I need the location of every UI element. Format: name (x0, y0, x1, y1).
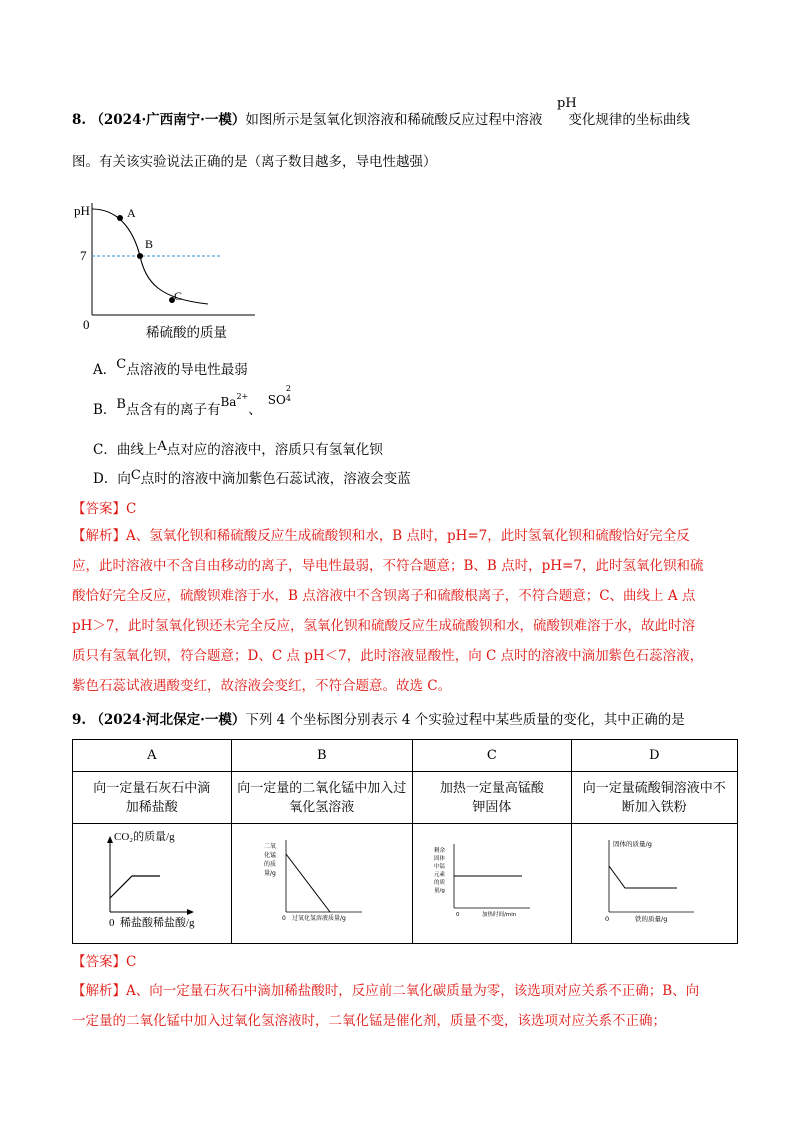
q9-stem-text: 下列 4 个坐标图分别表示 4 个实验过程中某些质量的变化，其中正确的是 (245, 712, 685, 728)
q8-seven-label: 7 (80, 248, 87, 263)
q8-stem-line1 (72, 110, 690, 130)
q8-option-c-text: 点对应的溶液中，溶质只有氢氧化钡 (166, 442, 383, 458)
q9-header-c: C (413, 740, 572, 772)
q8-stem-ph: pH (557, 96, 577, 111)
q9-source: （2024·河北保定·一模） (90, 712, 246, 728)
q9-graph-c-y-label-6: 量/g (433, 887, 445, 894)
q8-option-a (93, 358, 248, 378)
q8-number: 8. (72, 112, 87, 128)
q9-graph-b-cell (231, 824, 413, 944)
q9-graph-a (82, 826, 222, 936)
q9-graph-row (73, 824, 738, 944)
q9-answer-value: C (126, 954, 137, 970)
q8-stem-line2: 图。有关该实验说法正确的是（离子数目越多，导电性越强） (72, 154, 437, 170)
q8-option-b-ion2-sub: 4 (285, 394, 291, 403)
q8-source: （2024·广西南宁·一模） (90, 112, 246, 128)
q8-option-a-text: 点溶液的导电性最弱 (126, 362, 248, 378)
q9-desc-a (73, 772, 232, 824)
q8-analysis-line-3: 酸恰好完全反应，硫酸钡难溶于水，B 点溶液中不含钡离子和硫酸根离子，不符合题意；C、曲线上 A 点 (72, 588, 696, 604)
q9-graph-c-y-label-4: 元素 (433, 871, 445, 878)
q9-answer-label: 【答案】 (72, 954, 126, 970)
q9-graph-c-cell (413, 824, 572, 944)
q8-answer-value: C (126, 501, 137, 517)
q9-graph-d-y-label: 固体的质量/g (613, 839, 653, 848)
q9-desc-d-line1: 向一定量硫酸铜溶液中不 (582, 780, 726, 796)
q8-point-b-label: B (145, 237, 154, 251)
q8-analysis-line-2: 应，此时溶液中不含自由移动的离子，导电性最弱，不符合题意；B、B 点时，pH=7，此时氢氧化钡和硫 (72, 558, 704, 574)
q8-point-a-marker (117, 215, 123, 221)
q9-stem (72, 710, 685, 730)
q8-option-d-prefix: D．向 (93, 471, 131, 487)
q9-graph-c-x-label: 加热时间/min (481, 911, 517, 918)
q8-option-b-ion2-charge: 2 (285, 384, 291, 393)
q9-graph-b-line (286, 854, 330, 912)
q8-analysis-line-5: 质只有氢氧化钡，符合题意；D、C 点 pH＜7，此时溶液显酸性，向 C 点时的溶液中滴加紫色石蕊溶液， (72, 648, 704, 664)
q9-header-a: A (73, 740, 232, 772)
q8-analysis-label: 【解析】 (72, 528, 126, 544)
q9-desc-a-line1: 向一定量石灰石中滴 (93, 780, 211, 796)
q8-analysis-line-4: pH＞7，此时氢氧化钡还未完全反应，氢氧化钡和硫酸反应生成硫酸钡和水，硫酸钡难溶于水，故此时溶 (72, 618, 696, 634)
q9-graph-b-origin: 0 (281, 914, 286, 922)
q9-graph-c-y-label-3: 中锰 (433, 863, 445, 870)
q8-point-c-label: C (174, 289, 183, 303)
q9-header-d: D (571, 740, 737, 772)
q9-desc-d-line2: 断加入铁粉 (621, 799, 687, 815)
q9-header-b: B (231, 740, 413, 772)
q9-desc-c-line1: 加热一定量高锰酸 (439, 780, 544, 796)
q9-number: 9. (72, 712, 87, 728)
q9-analysis-line-1: A、向一定量石灰石中滴加稀盐酸时，反应前二氧化碳质量为零，该选项对应关系不正确；B、向 (126, 983, 700, 999)
q8-option-b-ion1-charge: 2+ (236, 391, 249, 401)
q9-graph-d-line (609, 866, 677, 888)
q9-graph-b-y-label-1: 二氧 (263, 842, 276, 850)
q9-graph-b (242, 826, 402, 936)
q8-option-b-letter: B (116, 397, 126, 412)
q9-answer (72, 950, 136, 970)
q8-option-b-sep: 、 (248, 402, 262, 418)
q8-point-b-marker (137, 253, 143, 259)
q9-analysis-label: 【解析】 (72, 983, 126, 999)
q8-point-a-label: A (127, 206, 136, 220)
q9-graph-a-cell (73, 824, 232, 944)
q8-option-d-letter: C (130, 468, 141, 483)
q9-desc-b-line2: 氧化氢溶液 (289, 799, 355, 815)
q8-analysis (72, 521, 742, 701)
q9-graph-c-origin: 0 (455, 911, 460, 918)
q9-graph-c-y-label-2: 固体 (433, 855, 445, 862)
q9-graph-a-line (110, 876, 160, 898)
q8-stem-part2: 变化规律的坐标曲线 (568, 112, 690, 128)
q9-graph-b-y-label-2: 化锰 (263, 851, 276, 859)
q8-option-c (93, 438, 383, 458)
q9-graph-d (579, 826, 729, 936)
q8-stem-part1: 如图所示是氢氧化钡溶液和稀硫酸反应过程中溶液 (245, 112, 543, 128)
q9-graph-c-y-label-1: 剩余 (433, 847, 445, 854)
q9-graph-a-y-label: CO₂的质量/g (113, 830, 175, 843)
q8-analysis-line-6: 紫色石蕊试液遇酸变红，故溶液会变红，不符合题意。故选 C。 (72, 678, 452, 694)
q9-analysis-line-2: 一定量的二氧化锰中加入过氧化氢溶液时，二氧化锰是催化剂，质量不变，该选项对应关系不正确； (72, 1013, 666, 1029)
q9-graph-a-x-label: 稀盐酸稀盐酸/g (119, 916, 195, 929)
q8-option-b-text: 点含有的离子有 (125, 402, 221, 418)
q9-desc-c-line2: 钾固体 (472, 799, 512, 815)
q8-option-b-ion2: SO (267, 393, 286, 407)
q8-option-b-ion1: Ba (220, 395, 237, 409)
q8-option-b (93, 384, 294, 418)
q9-graph-d-cell (571, 824, 737, 944)
q9-graph-c-y-label-5: 的质 (433, 879, 445, 886)
q9-graph-b-y-label-4: 量/g (263, 869, 276, 877)
q8-option-c-prefix: C．曲线上 (93, 442, 158, 458)
q8-y-label: pH (74, 203, 90, 218)
q8-answer-label: 【答案】 (72, 501, 126, 517)
q9-desc-b (231, 772, 413, 824)
q9-graph-b-x-label: 过氧化氢溶液质量/g (291, 914, 346, 922)
q9-graph-d-origin: 0 (605, 914, 610, 923)
q9-analysis (72, 976, 742, 1036)
q8-option-d (93, 467, 411, 487)
q8-origin-label: 0 (83, 317, 90, 332)
q9-desc-a-line2: 加稀盐酸 (125, 799, 178, 815)
q9-graph-a-origin: 0 (108, 916, 115, 929)
q8-option-a-letter: C (116, 357, 127, 372)
q9-desc-d (571, 772, 737, 824)
q9-graph-c (422, 826, 562, 936)
q9-desc-b-line1: 向一定量的二氧化锰中加入过 (237, 780, 407, 796)
q8-option-a-prefix: A． (93, 362, 117, 378)
q9-desc-c (413, 772, 572, 824)
q8-answer (72, 497, 136, 517)
q8-option-d-text: 点时的溶液中滴加紫色石蕊试液，溶液会变蓝 (140, 471, 411, 487)
q8-option-c-letter: A (157, 439, 167, 454)
q9-header-row (73, 740, 738, 772)
q9-graph-b-y-label-3: 的质 (263, 860, 276, 868)
q9-options-table (72, 739, 738, 944)
q9-graph-d-x-label: 铁的质量/g (635, 914, 668, 923)
q9-description-row (73, 772, 738, 824)
q8-option-b-prefix: B． (93, 402, 117, 418)
q8-x-label: 稀硫酸的质量 (146, 325, 227, 341)
q8-analysis-line-1: A、氢氧化钡和稀硫酸反应生成硫酸钡和水，B 点时，pH=7，此时氢氧化钡和硫酸恰好完全反 (126, 528, 690, 544)
